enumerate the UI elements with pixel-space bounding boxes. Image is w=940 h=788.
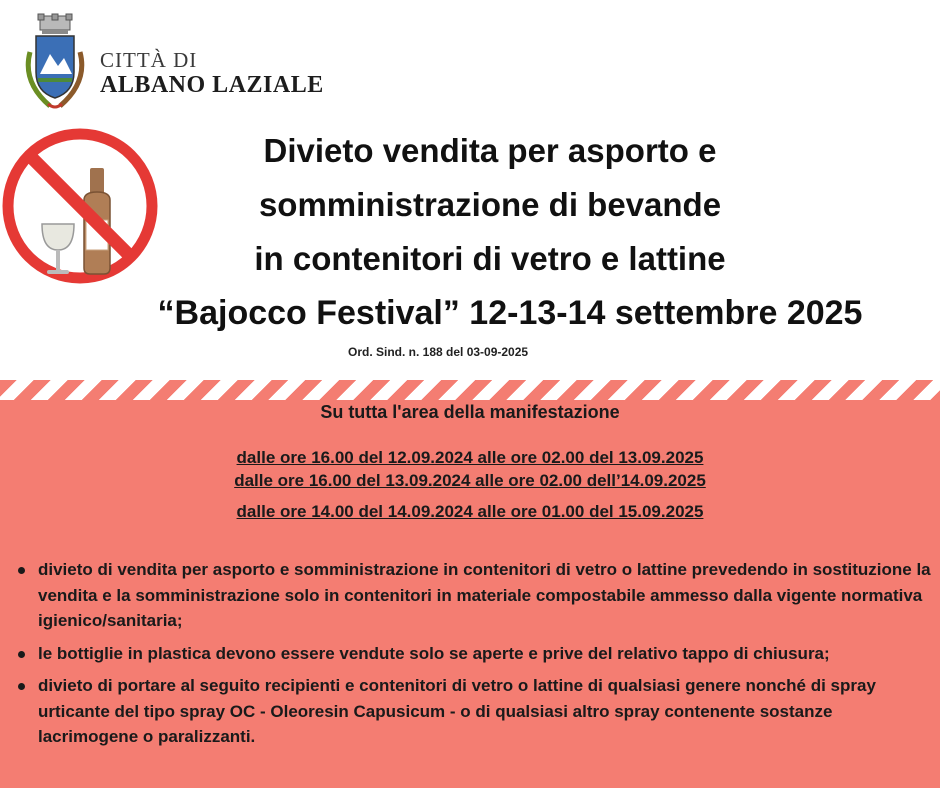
bullet-icon xyxy=(18,567,25,574)
rule-text: divieto di vendita per asporto e somministrazione in contenitori di vetro o lattine prevedendo in sostituzione la vendita e la somministrazione solo in contenitori in materiale compostabile ammesso dalla vigente normativa igienico/sanitaria; xyxy=(38,560,931,630)
city-prefix: CITTÀ DI xyxy=(100,48,198,72)
rule-item xyxy=(16,641,931,667)
header xyxy=(0,0,940,380)
city-crest-icon xyxy=(20,12,90,112)
date-range-1: dalle ore 16.00 del 12.09.2024 alle ore 02.00 del 13.09.2025 xyxy=(236,448,704,467)
title-line-1: Divieto vendita per asporto e xyxy=(263,132,717,169)
rule-item xyxy=(16,673,931,750)
striped-divider xyxy=(0,380,940,400)
area-title: Su tutta l'area della manifestazione xyxy=(320,402,620,422)
title-line-event: “Bajocco Festival” 12-13-14 settembre 2025 xyxy=(157,294,863,332)
title-line-2: somministrazione di bevande xyxy=(258,186,722,223)
bullet-icon xyxy=(18,683,25,690)
rule-item xyxy=(16,557,931,634)
title-line-3: in contenitori di vetro e lattine xyxy=(254,240,726,277)
city-logo xyxy=(20,12,360,112)
rule-text: le bottiglie in plastica devono essere vendute solo se aperte e prive del relativo tappo di chiusura; xyxy=(38,643,830,663)
rules-list xyxy=(16,557,931,757)
rule-text: divieto di portare al seguito recipienti e contenitori di vetro o lattine di qualsiasi genere nonché di spray urticante del tipo spray OC - Oleoresin Capusicum - o di qualsiasi altro spray contenente sostanze lacrimogene o paralizzanti. xyxy=(38,676,876,746)
date-range-2: dalle ore 16.00 del 13.09.2024 alle ore 02.00 dell’14.09.2025 xyxy=(234,471,706,490)
ordinance-reference: Ord. Sind. n. 188 del 03-09-2025 xyxy=(348,345,529,359)
city-name: ALBANO LAZIALE xyxy=(100,72,324,98)
date-range-3: dalle ore 14.00 del 14.09.2024 alle ore 01.00 del 15.09.2025 xyxy=(236,502,704,521)
bullet-icon xyxy=(18,651,25,658)
